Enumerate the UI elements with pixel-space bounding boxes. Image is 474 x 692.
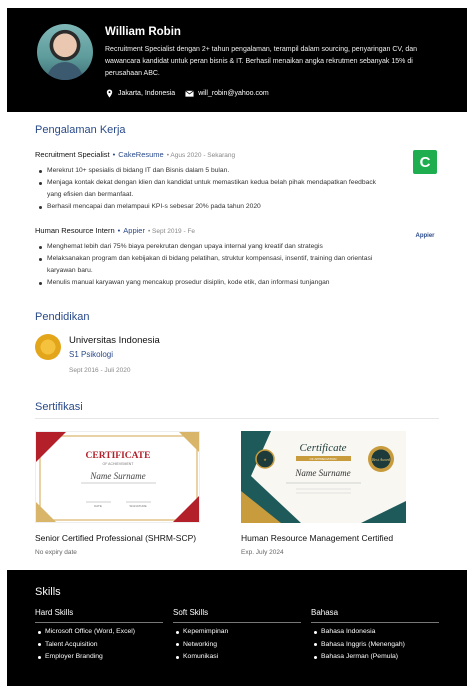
skill-heading: Soft Skills bbox=[173, 608, 301, 623]
list-item: Talent Acquisition bbox=[35, 639, 163, 652]
cert1-name: Name Surname bbox=[90, 471, 146, 481]
skill-column-hard bbox=[35, 608, 163, 664]
list-item: Komunikasi bbox=[173, 651, 301, 664]
education-period: Sept 2016 - Juli 2020 bbox=[69, 367, 131, 374]
avatar bbox=[37, 24, 93, 80]
certificate-name-2: Human Resource Management Certified bbox=[241, 533, 394, 543]
candidate-name: William Robin bbox=[105, 26, 181, 38]
contact-info bbox=[105, 89, 269, 98]
skill-column-soft bbox=[173, 608, 301, 664]
separator: • bbox=[112, 150, 116, 159]
education-title: Pendidikan bbox=[35, 311, 90, 323]
job-period: • Sept 2019 - Fe bbox=[147, 228, 196, 235]
skills-title: Skills bbox=[35, 586, 61, 598]
job-bullets-2 bbox=[37, 241, 387, 289]
cert2-sub: OF APPRECIATION bbox=[309, 457, 337, 461]
list-item: Menulis manual karyawan yang mencakup prosedur disiplin, kode etik, dan informasi tunjangan bbox=[37, 277, 387, 289]
company-link[interactable]: CakeResume bbox=[118, 150, 164, 159]
cert1-date: DATE bbox=[94, 504, 102, 508]
email[interactable] bbox=[185, 89, 269, 98]
list-item: Kepemimpinan bbox=[173, 626, 301, 639]
list-item: Berhasil mencapai dan melampaui KPI-s sebesar 20% pada tahun 2020 bbox=[37, 201, 387, 213]
cert1-sub: OF ACHIEVEMENT bbox=[102, 462, 134, 466]
list-item: Bahasa Inggris (Menengah) bbox=[311, 639, 439, 652]
separator: • bbox=[117, 226, 121, 235]
certifications-title: Sertifikasi bbox=[35, 401, 83, 413]
profile-summary: Recruitment Specialist dengan 2+ tahun pengalaman, terampil dalam sourcing, penyaringan CV, dan wawancara kandidat untuk peran bisnis & IT. Berhasil menaikan angka rekrutmen sebanyak 15% di perusahaan ABC. bbox=[105, 46, 418, 77]
job-bullets-1 bbox=[37, 165, 387, 213]
cert2-name: Name Surname bbox=[295, 468, 351, 478]
skill-heading: Hard Skills bbox=[35, 608, 163, 623]
svg-text:★: ★ bbox=[263, 457, 267, 462]
certificate-note-2: Exp. July 2024 bbox=[241, 549, 284, 556]
list-item: Merekrut 10+ spesialis di bidang IT dan Bisnis dalam 5 bulan. bbox=[37, 165, 387, 177]
list-item: Menjaga kontak dekat dengan klien dan kandidat untuk memastikan kedua belah pihak mendapatkan feedback yang efisien dan bermanfaat. bbox=[37, 177, 387, 201]
school-name: Universitas Indonesia bbox=[69, 335, 160, 346]
resume-page bbox=[7, 8, 467, 686]
list-item: Menghemat lebih dari 75% biaya perekrutan dengan upaya internal yang kreatif dan strategis bbox=[37, 241, 387, 253]
job-period: • Agus 2020 - Sekarang bbox=[166, 152, 236, 159]
university-logo bbox=[35, 334, 61, 360]
location-text: Jakarta, Indonesia bbox=[118, 90, 176, 97]
job-header-1 bbox=[35, 150, 235, 159]
job-role: Recruitment Specialist bbox=[35, 150, 110, 159]
email-text[interactable]: will_robin@yahoo.com bbox=[198, 90, 269, 97]
certificate-note-1: No expiry date bbox=[35, 549, 77, 556]
cert1-title: CERTIFICATE bbox=[85, 451, 151, 461]
degree: S1 Psikologi bbox=[69, 350, 114, 359]
cert1-sign: SIGNATURE bbox=[129, 504, 147, 508]
certificate-name-1: Senior Certified Professional (SHRM-SCP) bbox=[35, 533, 197, 543]
cert2-badge: Best Award bbox=[371, 457, 391, 462]
job-header-2 bbox=[35, 226, 195, 235]
resume-header bbox=[7, 8, 467, 112]
cert2-title: Certificate bbox=[299, 442, 347, 454]
list-item: Melaksanakan program dan kebijakan di bidang pelatihan, struktur kompensasi, insentif, training dan orientasi karyawan baru. bbox=[37, 253, 387, 277]
skill-column-language bbox=[311, 608, 439, 664]
skill-heading: Bahasa bbox=[311, 608, 439, 623]
envelope-icon bbox=[185, 89, 194, 98]
job-role: Human Resource Intern bbox=[35, 226, 115, 235]
cakeresume-logo: C bbox=[413, 150, 437, 174]
list-item: Networking bbox=[173, 639, 301, 652]
list-item: Bahasa Jerman (Pemula) bbox=[311, 651, 439, 664]
divider bbox=[35, 418, 439, 419]
certificate-image-2[interactable] bbox=[241, 431, 406, 523]
skills-section bbox=[7, 570, 467, 686]
experience-title: Pengalaman Kerja bbox=[35, 124, 126, 136]
map-pin-icon bbox=[105, 89, 114, 98]
company-link[interactable]: Appier bbox=[123, 226, 145, 235]
certificate-image-1[interactable] bbox=[35, 431, 200, 523]
list-item: Employer Branding bbox=[35, 651, 163, 664]
appier-logo: Appier bbox=[415, 233, 435, 239]
list-item: Microsoft Office (Word, Excel) bbox=[35, 626, 163, 639]
list-item: Bahasa Indonesia bbox=[311, 626, 439, 639]
location bbox=[105, 89, 175, 98]
